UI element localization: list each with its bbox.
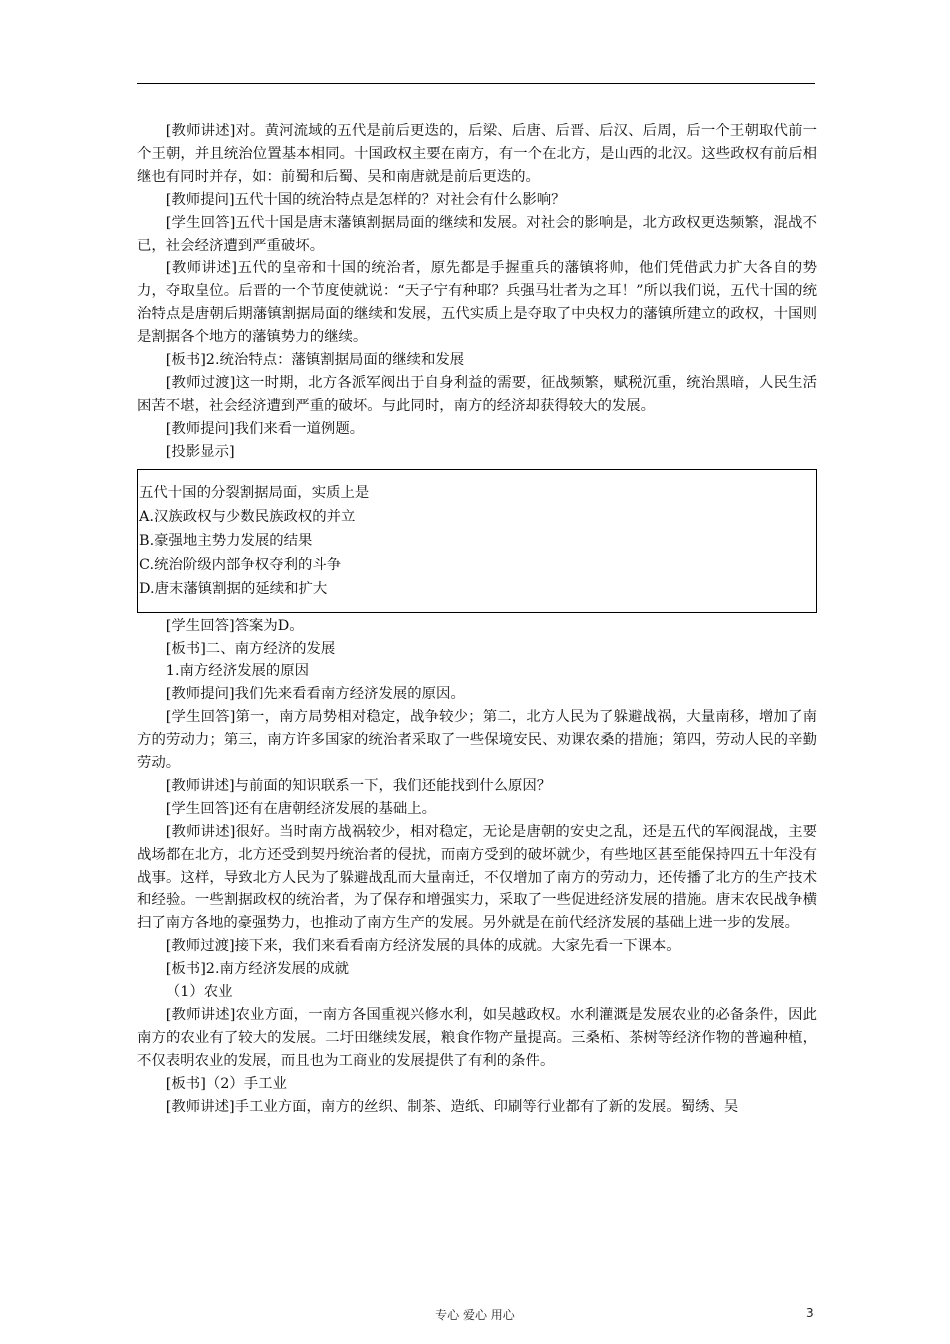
paragraph: [学生回答]第一，南方局势相对稳定，战争较少；第二，北方人民为了躲避战祸，大量南移，增加了南方的劳动力；第三，南方许多国家的统治者采取了一些保境安民、劝课农桑的措施；第四，劳动人民的辛勤劳动。 [137, 709, 817, 772]
paragraph: [投影显示] [165, 443, 235, 460]
paragraph: [教师讲述]对。黄河流域的五代是前后更迭的，后梁、后唐、后晋、后汉、后周，后一个王朝取代前一个王朝，并且统治位置基本相同。十国政权主要在南方，有一个在北方，是山西的北汉。这些政权有前后相继也有同时并存，如：前蜀和后蜀、吴和南唐就是前后更迭的。 [137, 123, 817, 185]
document-body [137, 120, 817, 1119]
question-option: B.豪强地主势力发展的结果 [139, 533, 313, 549]
paragraph: [板书]二、南方经济的发展 [165, 640, 336, 657]
paragraph: [教师讲述]农业方面，一南方各国重视兴修水利，如吴越政权。水利灌溉是发展农业的必备条件，因此南方的农业有了较大的发展。二圩田继续发展，粮食作物产量提高。三桑柘、茶树等经济作物的普遍种植，不仅表明农业的发展，而且也为工商业的发展提供了有利的条件。 [137, 1007, 817, 1069]
paragraph: [教师讲述]五代的皇帝和十国的统治者，原先都是手握重兵的藩镇将帅，他们凭借武力扩大各自的势力，夺取皇位。后晋的一个节度使就说：“天子宁有种耶？兵强马壮者为之耳！”所以我们说，五代十国的统治特点是唐朝后期藩镇割据局面的继续和发展，五代实质上是夺取了中央权力的藩镇所建立的政权，十国则是割据各个地方的藩镇势力的继续。 [137, 260, 817, 346]
paragraph: [学生回答]还有在唐朝经济发展的基础上。 [165, 800, 437, 817]
question-option: D.唐末藩镇割据的延续和扩大 [139, 581, 328, 598]
paragraph: [教师讲述]很好。当时南方战祸较少，相对稳定，无论是唐朝的安史之乱，还是五代的军阀混战，主要战场都在北方，北方还受到契丹统治者的侵扰，而南方受到的破坏就少，有些地区甚至能保持四五十年没有战事。这样，导致北方人民为了躲避战乱而大量南迁，不仅增加了南方的劳动力，还传播了北方的生产技术和经验。一些割据政权的统治者，为了保存和增强实力，采取了一些促进经济发展的措施。唐末农民战争横扫了南方各地的豪强势力，也推动了南方生产的发展。另外就是在前代经济发展的基础上进一步的发展。 [137, 823, 817, 932]
question-option: A.汉族政权与少数民族政权的并立 [139, 508, 356, 525]
paragraph: [教师提问]五代十国的统治特点是怎样的？对社会有什么影响？ [165, 191, 566, 208]
paragraph: [教师过渡]这一时期，北方各派军阀出于自身利益的需要，征战频繁，赋税沉重，统治黑暗，人民生活困苦不堪，社会经济遭到严重的破坏。与此同时，南方的经济却获得较大的发展。 [137, 374, 817, 414]
header-rule [137, 83, 815, 84]
question-option: C.统治阶级内部争权夺利的斗争 [139, 557, 342, 574]
footer-motto: 专心 爱心 用心 [435, 1308, 515, 1322]
paragraph: [教师提问]我们来看一道例题。 [165, 420, 365, 437]
page-number: 3 [806, 1306, 814, 1320]
paragraph: [教师讲述]与前面的知识联系一下，我们还能找到什么原因？ [165, 777, 552, 794]
paragraph: （1）农业 [165, 984, 233, 1001]
question-box [137, 469, 817, 613]
paragraph: [板书]（2）手工业 [165, 1075, 287, 1092]
paragraph: [教师提问]我们先来看看南方经济发展的原因。 [165, 686, 465, 703]
paragraph: [学生回答]五代十国是唐末藩镇割据局面的继续和发展。对社会的影响是，北方政权更迭频繁，混战不已，社会经济遭到严重破坏。 [137, 214, 817, 254]
paragraph: 1.南方经济发展的原因 [165, 663, 310, 680]
question-stem: 五代十国的分裂割据局面，实质上是 [139, 484, 370, 501]
paragraph: [教师过渡]接下来，我们来看看南方经济发展的具体的成就。大家先看一下课本。 [165, 938, 681, 955]
paragraph: [板书]2.统治特点：藩镇割据局面的继续和发展 [165, 352, 465, 369]
paragraph: [学生回答]答案为D。 [165, 617, 304, 634]
paragraph: [板书]2.南方经济发展的成就 [165, 961, 350, 978]
paragraph: [教师讲述]手工业方面，南方的丝织、制茶、造纸、印刷等行业都有了新的发展。蜀绣、吴 [165, 1098, 739, 1115]
